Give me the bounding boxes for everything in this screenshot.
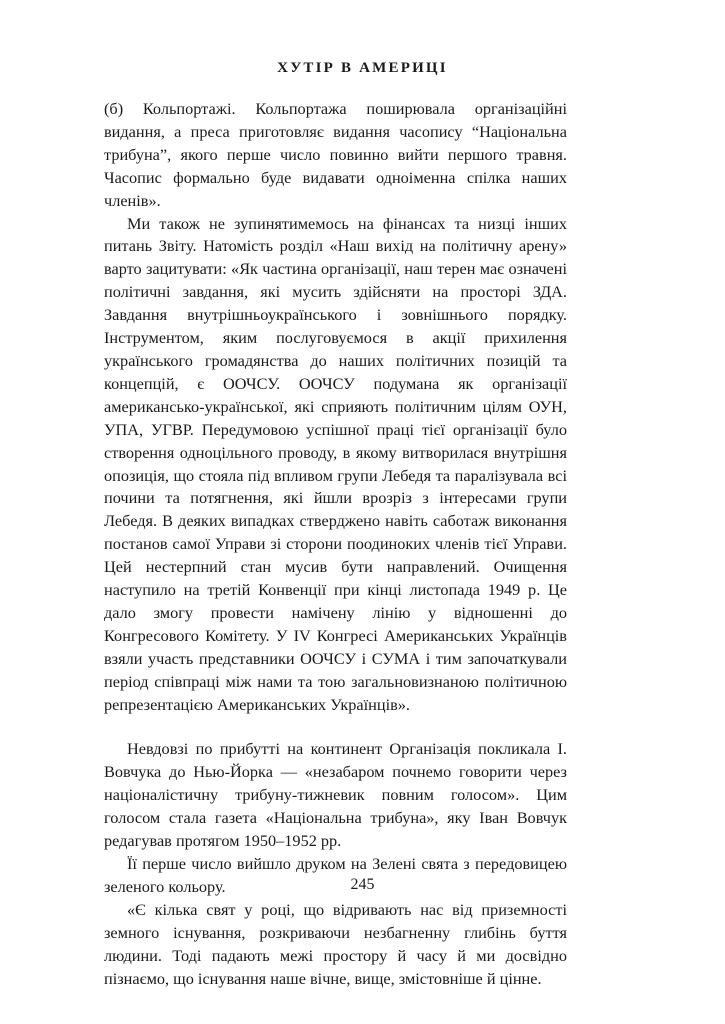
running-head: ХУТІР В АМЕРИЦІ [277,60,448,76]
paragraph-first-issue: Її перше число вийшло друком на Зелені свята з передовицею зеленого кольору. [104,854,567,896]
page-number: 245 [350,876,375,893]
body-text [104,98,567,990]
paragraph-holidays-quote: «Є кілька свят у році, що відривають нас від приземності земного існування, розкриваючи незбагненну глибінь буття людини. Тоді падають межі простору й часу й ми досвідно пізнаємо, що існування наше вічне, вище, змістовніше й цінне. [104,899,567,988]
paragraph-kolportazh: (б) Кольпортажі. Кольпортажа поширювала організаційні видання, а преса приготовляє видання часопису “Національна трибуна”, якого перше число повинно вийти першого травня. Часопис формально буде видавати одноіменна спілка наших членів». [104,99,567,210]
paragraph-vovchuk-newyork: Невдовзі по прибутті на континент Організація покликала І. Вовчука до Нью-Йорка — «незабаром почнемо говорити через націоналістичну трибуну-тижневик повним голосом». Цим голосом стала газета «Національна трибуна», яку Іван Вовчук редагував протягом 1950–1952 рр. [104,739,567,851]
paragraph-report-quote: Ми також не зупинятимемось на фінансах та низці інших питань Звіту. Натомість розділ «Наш вихід на політичну арену» варто зацитувати: «Як частина організації, наш терен має означені політичні завдання, які мусить здійсняти на просторі ЗДА. Завдання внутрішньоукраїнського і зовнішнього порядку. Інструментом, яким послуговуємося в акції прихилення українського громадянства до наших політичних позицій та концепцій, є ООЧСУ. ООЧСУ подумана як організації американсько-української, які сприяють політичним цілям ОУН, УПА, УГВР. Передумовою успішної праці тієї організації було створення одноцільного проводу, в якому витворилася внутрішня опозиція, що стояла під впливом групи Лебедя та паралізувала всі почини та потягнення, які йшли врозріз з інтересами групи Лебедя. В деяких випадках стверджено навіть саботаж виконання постанов самої Управи зі сторони поодиноких членів тієї Управи. Цей нестерпний стан мусив бути направлений. Очищення наступило на третій Конвенції при кінці листопада 1949 р. Це дало змогу провести намічену лінію у відношенні до Конгресового Комітету. У IV Конгресі Американських Українців взяли участь представники ООЧСУ і СУМА і тим започаткували період співпраці між нами та тою загальновизнаною політичною репрезентацією Американських Українців». [104,213,567,714]
